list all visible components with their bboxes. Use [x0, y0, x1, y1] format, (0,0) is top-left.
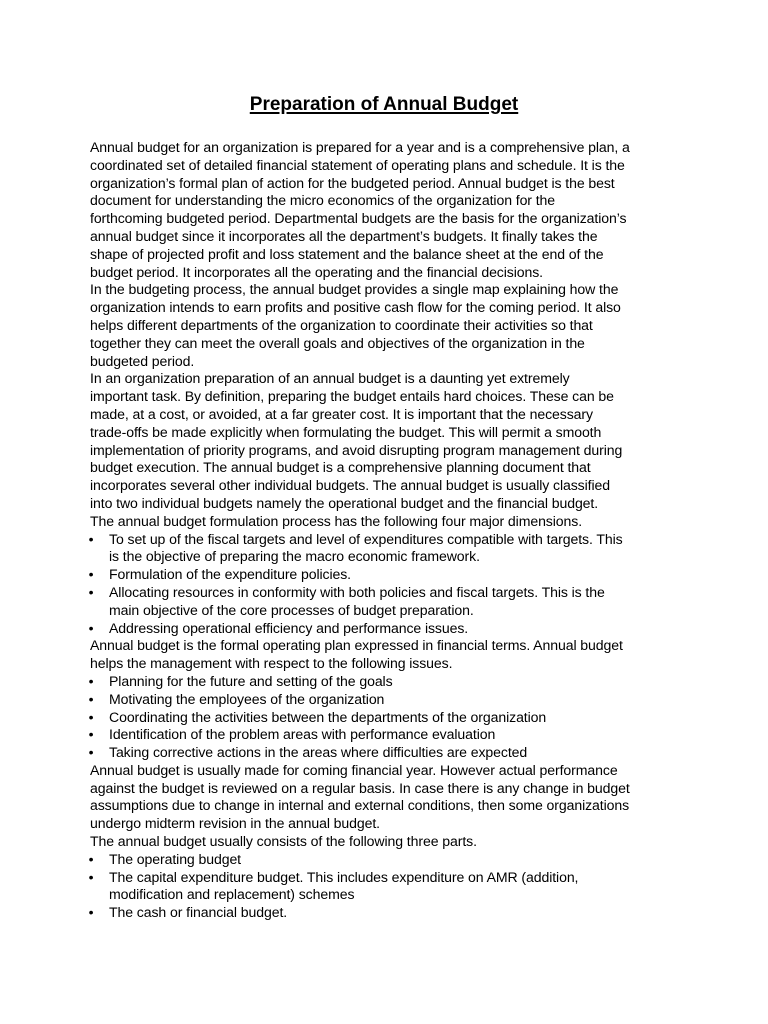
text-line: Annual budget is usually made for coming financial year. However actual performance: [90, 761, 618, 778]
paragraph: [90, 370, 690, 530]
bullet-icon: •: [88, 690, 94, 707]
text-line: against the budget is reviewed on a regular basis. In case there is any change in budget: [90, 779, 630, 796]
list-item: [90, 673, 690, 691]
list-item: [90, 869, 690, 905]
text-line: helps different departments of the organization to coordinate their activities so that: [90, 316, 593, 333]
text-line: organization’s formal plan of action for the budgeted period. Annual budget is the best: [90, 174, 615, 191]
list-item: [90, 851, 690, 869]
bullet-list: [90, 673, 690, 762]
text-line: forthcoming budgeted period. Departmental budgets are the basis for the organization’s: [90, 210, 627, 227]
text-line: The operating budget: [109, 850, 241, 867]
text-line: is the objective of preparing the macro economic framework.: [109, 548, 480, 565]
list-item: [90, 584, 690, 620]
list-item: [90, 904, 690, 922]
bullet-icon: •: [88, 726, 94, 743]
text-line: The cash or financial budget.: [109, 904, 288, 921]
text-line: made, at a cost, or avoided, at a far greater cost. It is important that the necessary: [90, 405, 593, 422]
text-line: trade-offs be made explicitly when formulating the budget. This will permit a smooth: [90, 423, 602, 440]
text-line: Identification of the problem areas with performance evaluation: [109, 726, 496, 743]
paragraph: [90, 762, 690, 833]
paragraph: [90, 139, 690, 281]
text-line: Taking corrective actions in the areas where difficulties are expected: [109, 744, 528, 761]
list-item: [90, 566, 690, 584]
text-line: Planning for the future and setting of the goals: [109, 672, 393, 689]
text-line: Motivating the employees of the organization: [109, 690, 385, 707]
text-line: annual budget since it incorporates all the department’s budgets. It finally takes the: [90, 227, 598, 244]
paragraph: [90, 833, 690, 851]
text-line: Coordinating the activities between the departments of the organization: [109, 708, 547, 725]
text-line: assumptions due to change in internal and external conditions, then some organizations: [90, 797, 630, 814]
text-line: important task. By definition, preparing the budget entails hard choices. These can be: [90, 388, 614, 405]
text-line: budget period. It incorporates all the operating and the financial decisions.: [90, 263, 543, 280]
text-line: helps the management with respect to the following issues.: [90, 655, 453, 672]
bullet-icon: •: [88, 904, 94, 921]
bullet-icon: •: [88, 672, 94, 689]
text-line: coordinated set of detailed financial statement of operating plans and schedule. It is the: [90, 156, 625, 173]
text-line: incorporates several other individual budgets. The annual budget is usually classified: [90, 477, 610, 494]
text-line: budgeted period.: [90, 352, 195, 369]
bullet-list: [90, 851, 690, 922]
paragraph: [90, 637, 690, 673]
text-line: organization intends to earn profits and positive cash flow for the coming period. It also: [90, 299, 621, 316]
text-line: Annual budget for an organization is prepared for a year and is a comprehensive plan, a: [90, 139, 630, 155]
list-item: [90, 531, 690, 567]
bullet-icon: •: [88, 566, 94, 583]
list-item: [90, 620, 690, 638]
list-item: [90, 691, 690, 709]
text-line: together they can meet the overall goals and objectives of the organization in the: [90, 334, 585, 351]
text-line: Addressing operational efficiency and performance issues.: [109, 619, 469, 636]
bullet-icon: •: [88, 868, 94, 885]
text-line: The annual budget formulation process has the following four major dimensions.: [90, 512, 583, 529]
bullet-icon: •: [88, 583, 94, 600]
bullet-list: [90, 531, 690, 638]
text-line: To set up of the fiscal targets and level of expenditures compatible with targets. This: [109, 530, 623, 547]
paragraph: [90, 281, 690, 370]
text-line: undergo midterm revision in the annual budget.: [90, 815, 380, 832]
text-line: In the budgeting process, the annual budget provides a single map explaining how the: [90, 281, 619, 298]
text-line: Formulation of the expenditure policies.: [109, 566, 351, 583]
bullet-icon: •: [88, 744, 94, 761]
text-line: into two individual budgets namely the operational budget and the financial budget.: [90, 494, 599, 511]
text-line: The annual budget usually consists of the following three parts.: [90, 833, 477, 850]
text-line: implementation of priority programs, and avoid disrupting program management during: [90, 441, 623, 458]
text-line: The capital expenditure budget. This includes expenditure on AMR (addition,: [109, 868, 579, 885]
text-line: main objective of the core processes of budget preparation.: [109, 601, 474, 618]
document-body: [90, 139, 690, 922]
text-line: In an organization preparation of an annual budget is a daunting yet extremely: [90, 370, 570, 387]
bullet-icon: •: [88, 530, 94, 547]
list-item: [90, 726, 690, 744]
text-line: modification and replacement) schemes: [109, 886, 355, 903]
text-line: document for understanding the micro economics of the organization for the: [90, 192, 556, 209]
text-line: shape of projected profit and loss statement and the balance sheet at the end of the: [90, 245, 604, 262]
bullet-icon: •: [88, 850, 94, 867]
list-item: [90, 709, 690, 727]
bullet-icon: •: [88, 619, 94, 636]
list-item: [90, 744, 690, 762]
page-title: Preparation of Annual Budget: [249, 94, 519, 115]
text-line: Allocating resources in conformity with both policies and fiscal targets. This is the: [109, 583, 605, 600]
bullet-icon: •: [88, 708, 94, 725]
text-line: Annual budget is the formal operating plan expressed in financial terms. Annual budget: [90, 637, 623, 654]
text-line: budget execution. The annual budget is a comprehensive planning document that: [90, 459, 591, 476]
